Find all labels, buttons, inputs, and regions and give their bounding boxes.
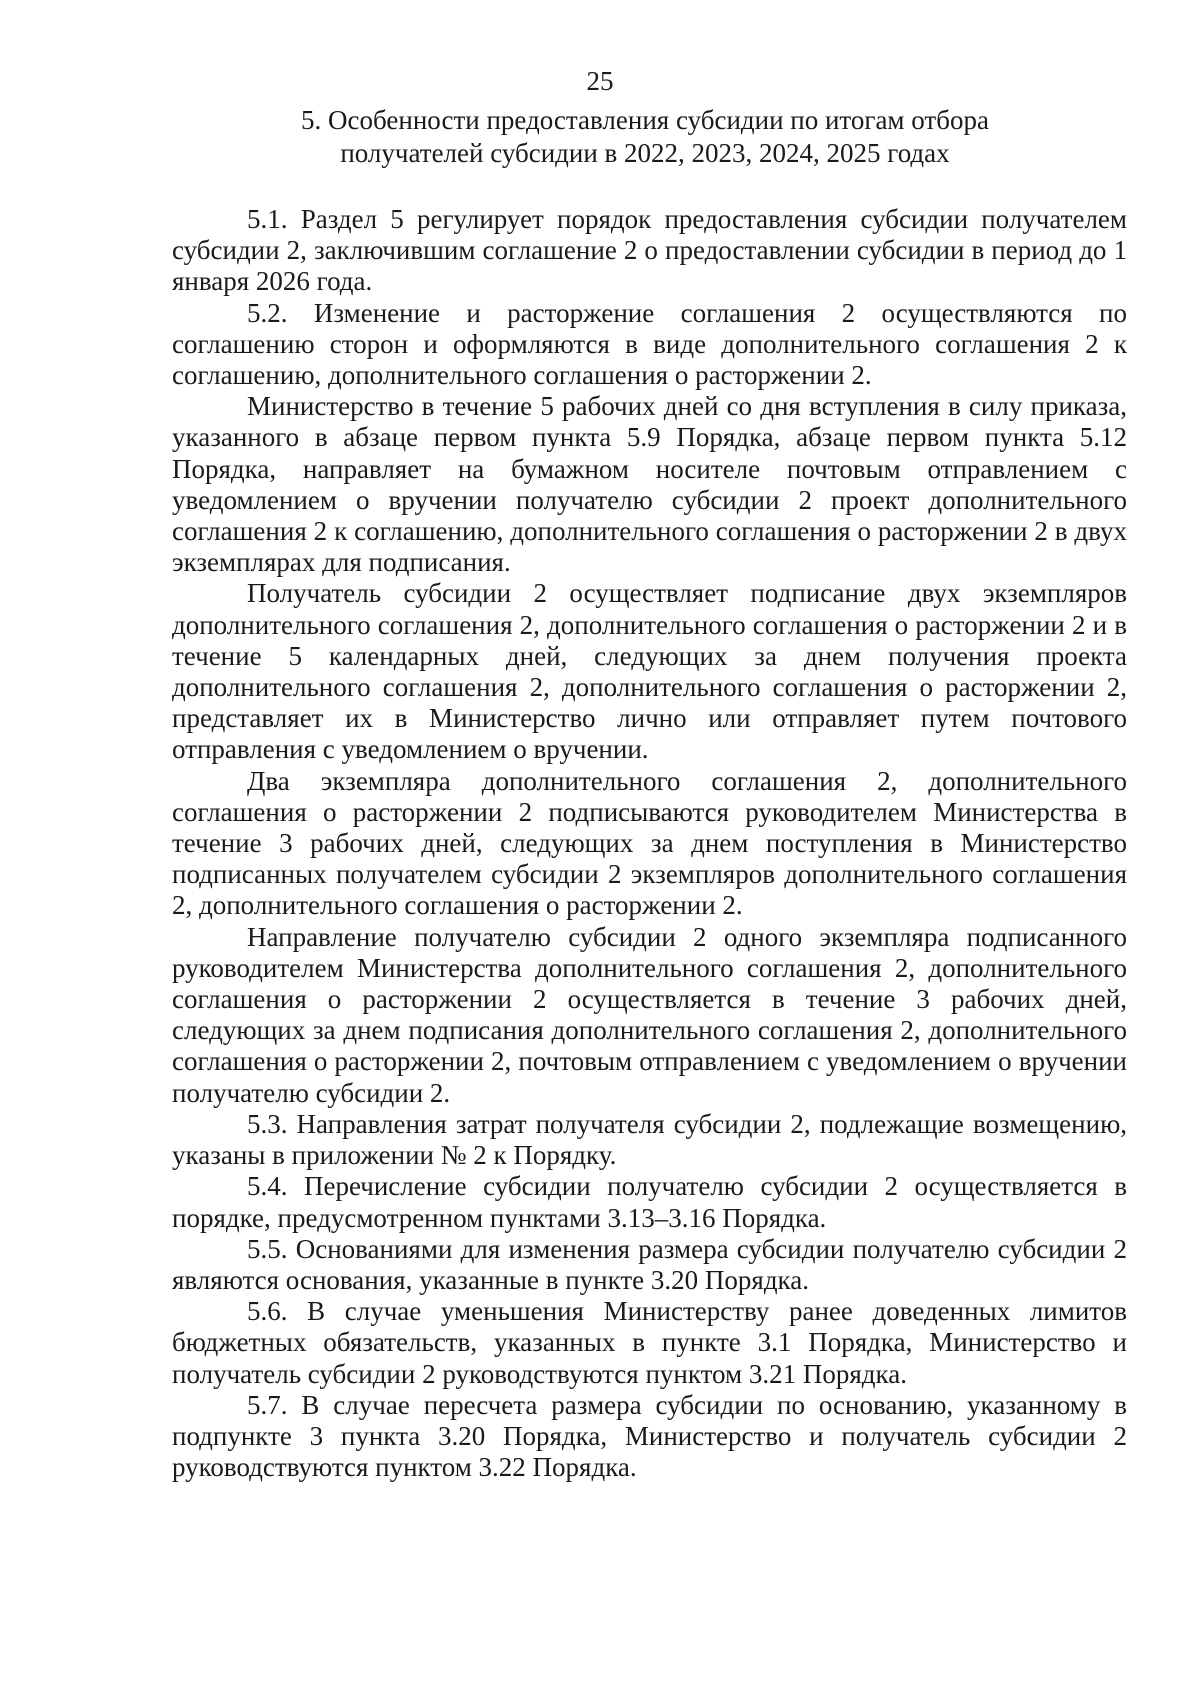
paragraph-5-2-recipient-signs: Получатель субсидии 2 осуществляет подписание двух экземпляров дополнительного соглашения 2, дополнительного соглашения о расторжении 2 и в течение 5 календарных дней, следующих за днем получения проекта дополнительного соглашения 2, дополнительного соглашения о расторжении 2, представляет их в Министерство лично или отправляет путем почтового отправления с уведомлением о вручении. [172,578,1127,765]
paragraph-5-5: 5.5. Основаниями для изменения размера субсидии получателю субсидии 2 являются основания, указанные в пункте 3.20 Порядка. [172,1233,1127,1295]
section-title-line-2: получателей субсидии в 2022, 2023, 2024, 2025 годах [340,138,950,168]
paragraph-5-7: 5.7. В случае пересчета размера субсидии по основанию, указанному в подпункте 3 пункта 3.20 Порядка, Министерство и получатель субсидии 2 руководствуются пунктом 3.22 Порядка. [172,1389,1127,1483]
paragraph-5-2-copy-return: Направление получателю субсидии 2 одного экземпляра подписанного руководителем Министерства дополнительного соглашения 2, дополнительного соглашения о расторжении 2 осуществляется в течение 3 рабочих дней, следующих за днем подписания дополнительного соглашения 2, дополнительного соглашения о расторжении 2, почтовым отправлением с уведомлением о вручении получателю субсидии 2. [172,921,1127,1108]
paragraph-5-6: 5.6. В случае уменьшения Министерству ранее доведенных лимитов бюджетных обязательств, указанных в пункте 3.1 Порядка, Министерство и получатель субсидии 2 руководствуются пунктом 3.21 Порядка. [172,1296,1127,1389]
document-body [172,204,1127,1483]
section-title-line-1: 5. Особенности предоставления субсидии по итогам отбора [301,105,989,135]
paragraph-5-3: 5.3. Направления затрат получателя субсидии 2, подлежащие возмещению, указаны в приложении № 2 к Порядку. [172,1108,1127,1171]
paragraph-5-2-head-signs: Два экземпляра дополнительного соглашения 2, дополнительного соглашения о расторжении 2 подписываются руководителем Министерства в течение 3 рабочих дней, следующих за днем поступления в Министерство подписанных получателем субсидии 2 экземпляров дополнительного соглашения 2, дополнительного соглашения о расторжении 2. [172,765,1127,921]
page-number: 25 [586,66,614,96]
paragraph-5-4: 5.4. Перечисление субсидии получателю субсидии 2 осуществляется в порядке, предусмотренном пунктами 3.13–3.16 Порядка. [172,1171,1127,1233]
paragraph-5-1: 5.1. Раздел 5 регулирует порядок предоставления субсидии получателем субсидии 2, заключившим соглашение 2 о предоставлении субсидии в период до 1 января 2026 года. [172,204,1127,297]
paragraph-5-2-ministry-sends: Министерство в течение 5 рабочих дней со дня вступления в силу приказа, указанного в абзаце первом пункта 5.9 Порядка, абзаце первом пункта 5.12 Порядка, направляет на бумажном носителе почтовым отправлением с уведомлением о вручении получателю субсидии 2 проект дополнительного соглашения 2 к соглашению, дополнительного соглашения о расторжении 2 в двух экземплярах для подписания. [172,391,1127,578]
paragraph-5-2: 5.2. Изменение и расторжение соглашения 2 осуществляются по соглашению сторон и оформляются в виде дополнительного соглашения 2 к соглашению, дополнительного соглашения о расторжении 2. [172,297,1127,391]
section-title [215,104,1075,170]
